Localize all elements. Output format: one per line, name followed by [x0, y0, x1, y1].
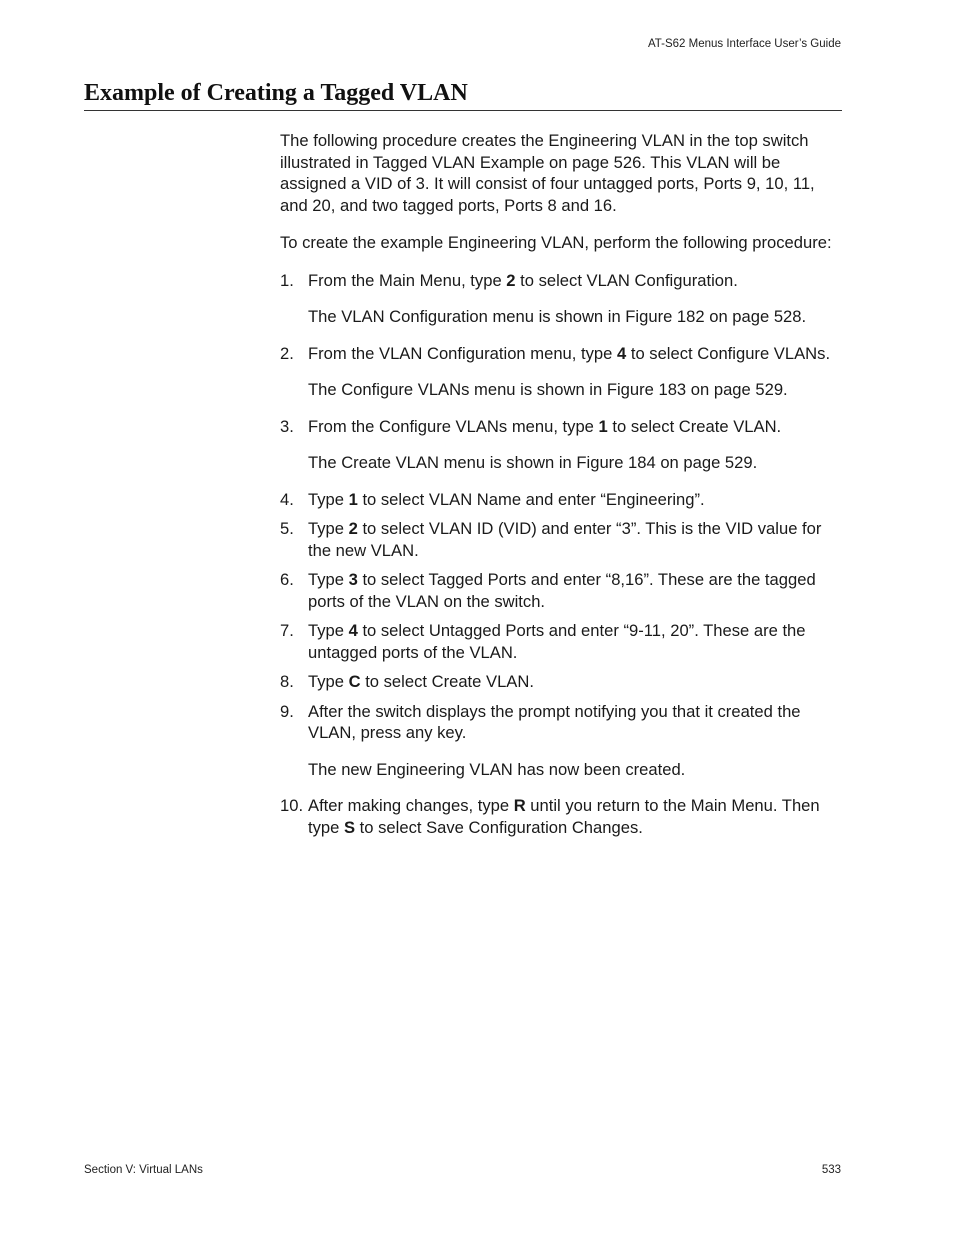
step-2 [280, 343, 842, 401]
step-number: 5. [280, 519, 294, 538]
step-number: 1. [280, 270, 294, 290]
step-text: From the VLAN Configuration menu, type 4 to select Configure VLANs. [308, 343, 831, 363]
step-6 [280, 569, 842, 612]
step-text: Type 4 to select Untagged Ports and enter “9-11, 20”. These are the untagged ports of the VLAN. [308, 621, 806, 662]
step-text: From the Configure VLANs menu, type 1 to select Create VLAN. [308, 416, 782, 436]
key-hint: R [513, 796, 526, 815]
key-hint: 2 [348, 519, 358, 538]
step-number: 10. [280, 796, 304, 815]
step-3 [280, 416, 842, 474]
step-number: 6. [280, 570, 294, 589]
step-1 [280, 270, 842, 328]
key-hint-save: S [343, 817, 356, 837]
procedure-steps [280, 270, 842, 839]
key-hint: C [348, 672, 361, 691]
step-text: Type 3 to select Tagged Ports and enter “8,16”. These are the tagged ports of the VLAN on the switch. [308, 570, 816, 611]
key-hint: 3 [348, 570, 358, 589]
step-text: Type 1 to select VLAN Name and enter “Engineering”. [308, 489, 705, 509]
step-7 [280, 620, 842, 663]
step-text: From the Main Menu, type 2 to select VLAN Configuration. [308, 270, 738, 290]
key-hint: 4 [348, 621, 358, 640]
step-number: 7. [280, 621, 294, 640]
intro-paragraph-procedure: To create the example Engineering VLAN, perform the following procedure: [280, 233, 832, 252]
key-hint: 1 [598, 416, 608, 436]
intro-paragraph: The following procedure creates the Engineering VLAN in the top switch illustrated in Tagged VLAN Example on page 526. This VLAN will be assigned a VID of 3. It will consist of four untagged ports, Ports 9, 10, 11, and 20, and two tagged ports, Ports 8 and 16. [280, 131, 815, 215]
step-number: 3. [280, 416, 294, 436]
running-header: AT-S62 Menus Interface User’s Guide [647, 38, 841, 50]
footer-section-label: Section V: Virtual LANs [84, 1164, 203, 1176]
step-number: 9. [280, 701, 294, 721]
step-number: 8. [280, 672, 294, 691]
step-5 [280, 518, 842, 561]
step-8 [280, 671, 842, 693]
step-9 [280, 701, 842, 781]
step-text: Type 2 to select VLAN ID (VID) and enter “3”. This is the VID value for the new VLAN. [308, 519, 822, 560]
step-10 [280, 795, 842, 838]
step-number: 2. [280, 343, 294, 363]
key-hint: 4 [616, 343, 627, 363]
step-text: Type C to select Create VLAN. [308, 672, 534, 691]
step-text: After making changes, type R until you return to the Main Menu. Then type S to select Save Configuration Changes. [308, 796, 820, 837]
section-title: Example of Creating a Tagged VLAN [84, 78, 842, 111]
step-note: The new Engineering VLAN has now been created. [308, 759, 686, 779]
step-note: The Configure VLANs menu is shown in Figure 183 on page 529. [308, 380, 788, 399]
key-hint: 1 [348, 489, 358, 509]
body-column [280, 130, 842, 846]
footer-page-number: 533 [821, 1164, 841, 1176]
key-hint: 2 [506, 270, 516, 290]
step-4 [280, 489, 842, 511]
step-number: 4. [280, 489, 294, 509]
step-note: The Create VLAN menu is shown in Figure 184 on page 529. [308, 453, 758, 472]
step-text: After the switch displays the prompt notifying you that it created the VLAN, press any key. [308, 701, 801, 742]
step-note: The VLAN Configuration menu is shown in Figure 182 on page 528. [308, 307, 807, 326]
